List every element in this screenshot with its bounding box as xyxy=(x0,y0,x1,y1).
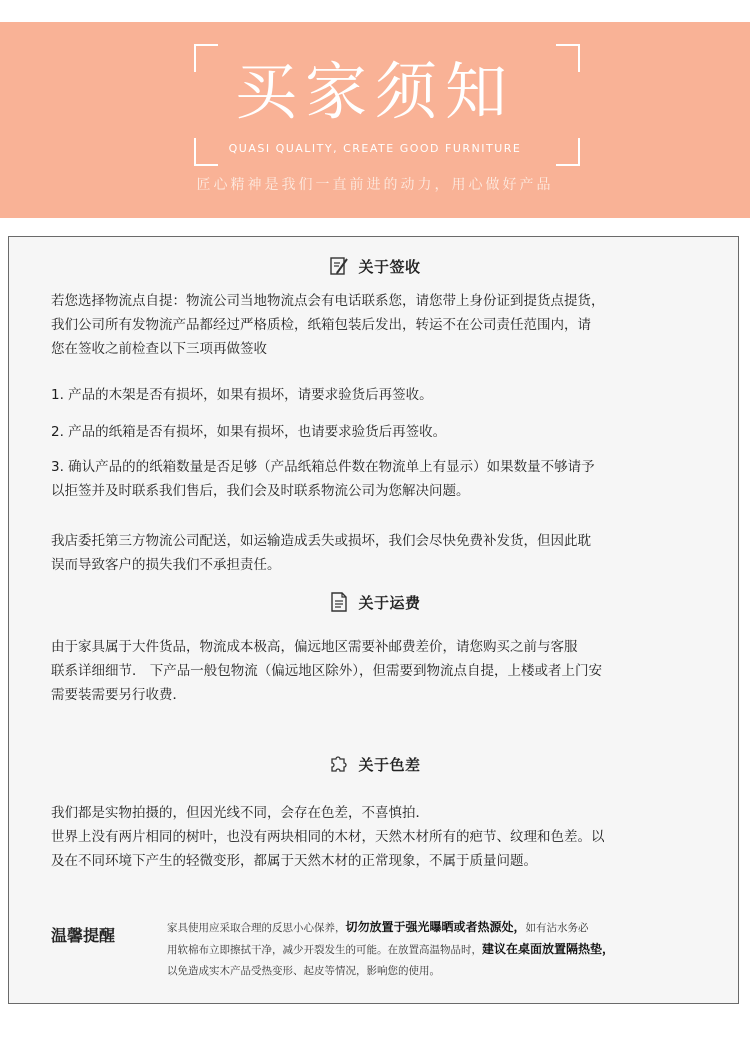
document-icon xyxy=(328,591,350,613)
color-text xyxy=(51,801,711,873)
text-line: 我店委托第三方物流公司配送，如运输造成丢失或损坏，我们会尽快免费补发货，但因此耽 xyxy=(51,533,591,549)
tip-emphasis: 切勿放置于强光曝晒或者热源处， xyxy=(345,920,526,934)
text-line: 联系详细细节． 下产品一般包物流（偏远地区除外），但需要到物流点自提，上楼或者上门安 xyxy=(51,663,603,679)
text-line: 1. 产品的木架是否有损坏，如果有损坏，请要求验货后再签收。 xyxy=(51,387,433,403)
sign-item-3 xyxy=(51,455,711,503)
section-title: 关于签收 xyxy=(358,257,421,276)
sign-item-2 xyxy=(51,420,711,444)
text-line: 3. 确认产品的的纸箱数量是否足够（产品纸箱总件数在物流单上有显示）如果数量不够请予 xyxy=(51,459,595,475)
text-line: 及在不同环境下产生的轻微变形，都属于天然木材的正常现象，不属于质量问题。 xyxy=(51,853,537,869)
banner-title: 买家须知 xyxy=(234,55,515,128)
tip-text-part: 家具使用应采取合理的反思小心保养， xyxy=(167,922,346,934)
section-header-color xyxy=(9,753,740,779)
text-line: 2. 产品的纸箱是否有损坏，如果有损坏，也请要求验货后再签收。 xyxy=(51,424,447,440)
text-line: 若您选择物流点自提：物流公司当地物流点会有电话联系您，请您带上身份证到提货点提货， xyxy=(51,293,605,309)
tip-text xyxy=(167,917,707,982)
text-line xyxy=(167,917,707,939)
text-line: 以拒签并及时联系我们售后，我们会及时联系物流公司为您解决问题。 xyxy=(51,483,470,499)
section-title: 关于色差 xyxy=(358,755,421,774)
shipping-text xyxy=(51,635,711,707)
text-line xyxy=(167,939,707,961)
tip-text-part: 如有沾水务必 xyxy=(525,922,589,934)
section-header-sign xyxy=(9,255,740,281)
text-line: 误而导致客户的损失我们不承担责任。 xyxy=(51,557,281,573)
text-line: 以免造成实木产品受热变形、起皮等情况，影响您的使用。 xyxy=(167,965,440,977)
sign-intro xyxy=(51,289,711,361)
sign-item-1 xyxy=(51,383,711,407)
pen-paper-icon xyxy=(328,255,350,277)
header-banner xyxy=(0,22,750,218)
section-title: 关于运费 xyxy=(358,593,421,612)
text-line: 我们公司所有发物流产品都经过严格质检，纸箱包装后发出，转运不在公司责任范围内，请 xyxy=(51,317,591,333)
banner-subtitle: QUASI QUALITY, CREATE GOOD FURNITURE xyxy=(228,142,522,155)
text-line: 您在签收之前检查以下三项再做签收 xyxy=(51,341,267,357)
banner-slogan: 匠心精神是我们一直前进的动力，用心做好产品 xyxy=(196,177,554,193)
text-line: 需要装需要另行收费． xyxy=(51,687,186,703)
sign-note xyxy=(51,529,711,577)
tip-label: 温馨提醒 xyxy=(51,926,116,945)
puzzle-icon xyxy=(328,753,350,775)
text-line: 我们都是实物拍摄的，但因光线不同，会存在色差，不喜慎拍． xyxy=(51,805,429,821)
tip-text-part: 用软棉布立即擦拭干净，减少开裂发生的可能。在放置高温物品时， xyxy=(167,944,482,956)
tip-emphasis: 建议在桌面放置隔热垫， xyxy=(482,942,615,956)
text-line: 由于家具属于大件货品，物流成本极高，偏远地区需要补邮费差价，请您购买之前与客服 xyxy=(51,639,578,655)
notice-panel xyxy=(8,236,739,1004)
section-header-shipping xyxy=(9,591,740,617)
text-line: 世界上没有两片相同的树叶，也没有两块相同的木材，天然木材所有的疤节、纹理和色差。以 xyxy=(51,829,605,845)
